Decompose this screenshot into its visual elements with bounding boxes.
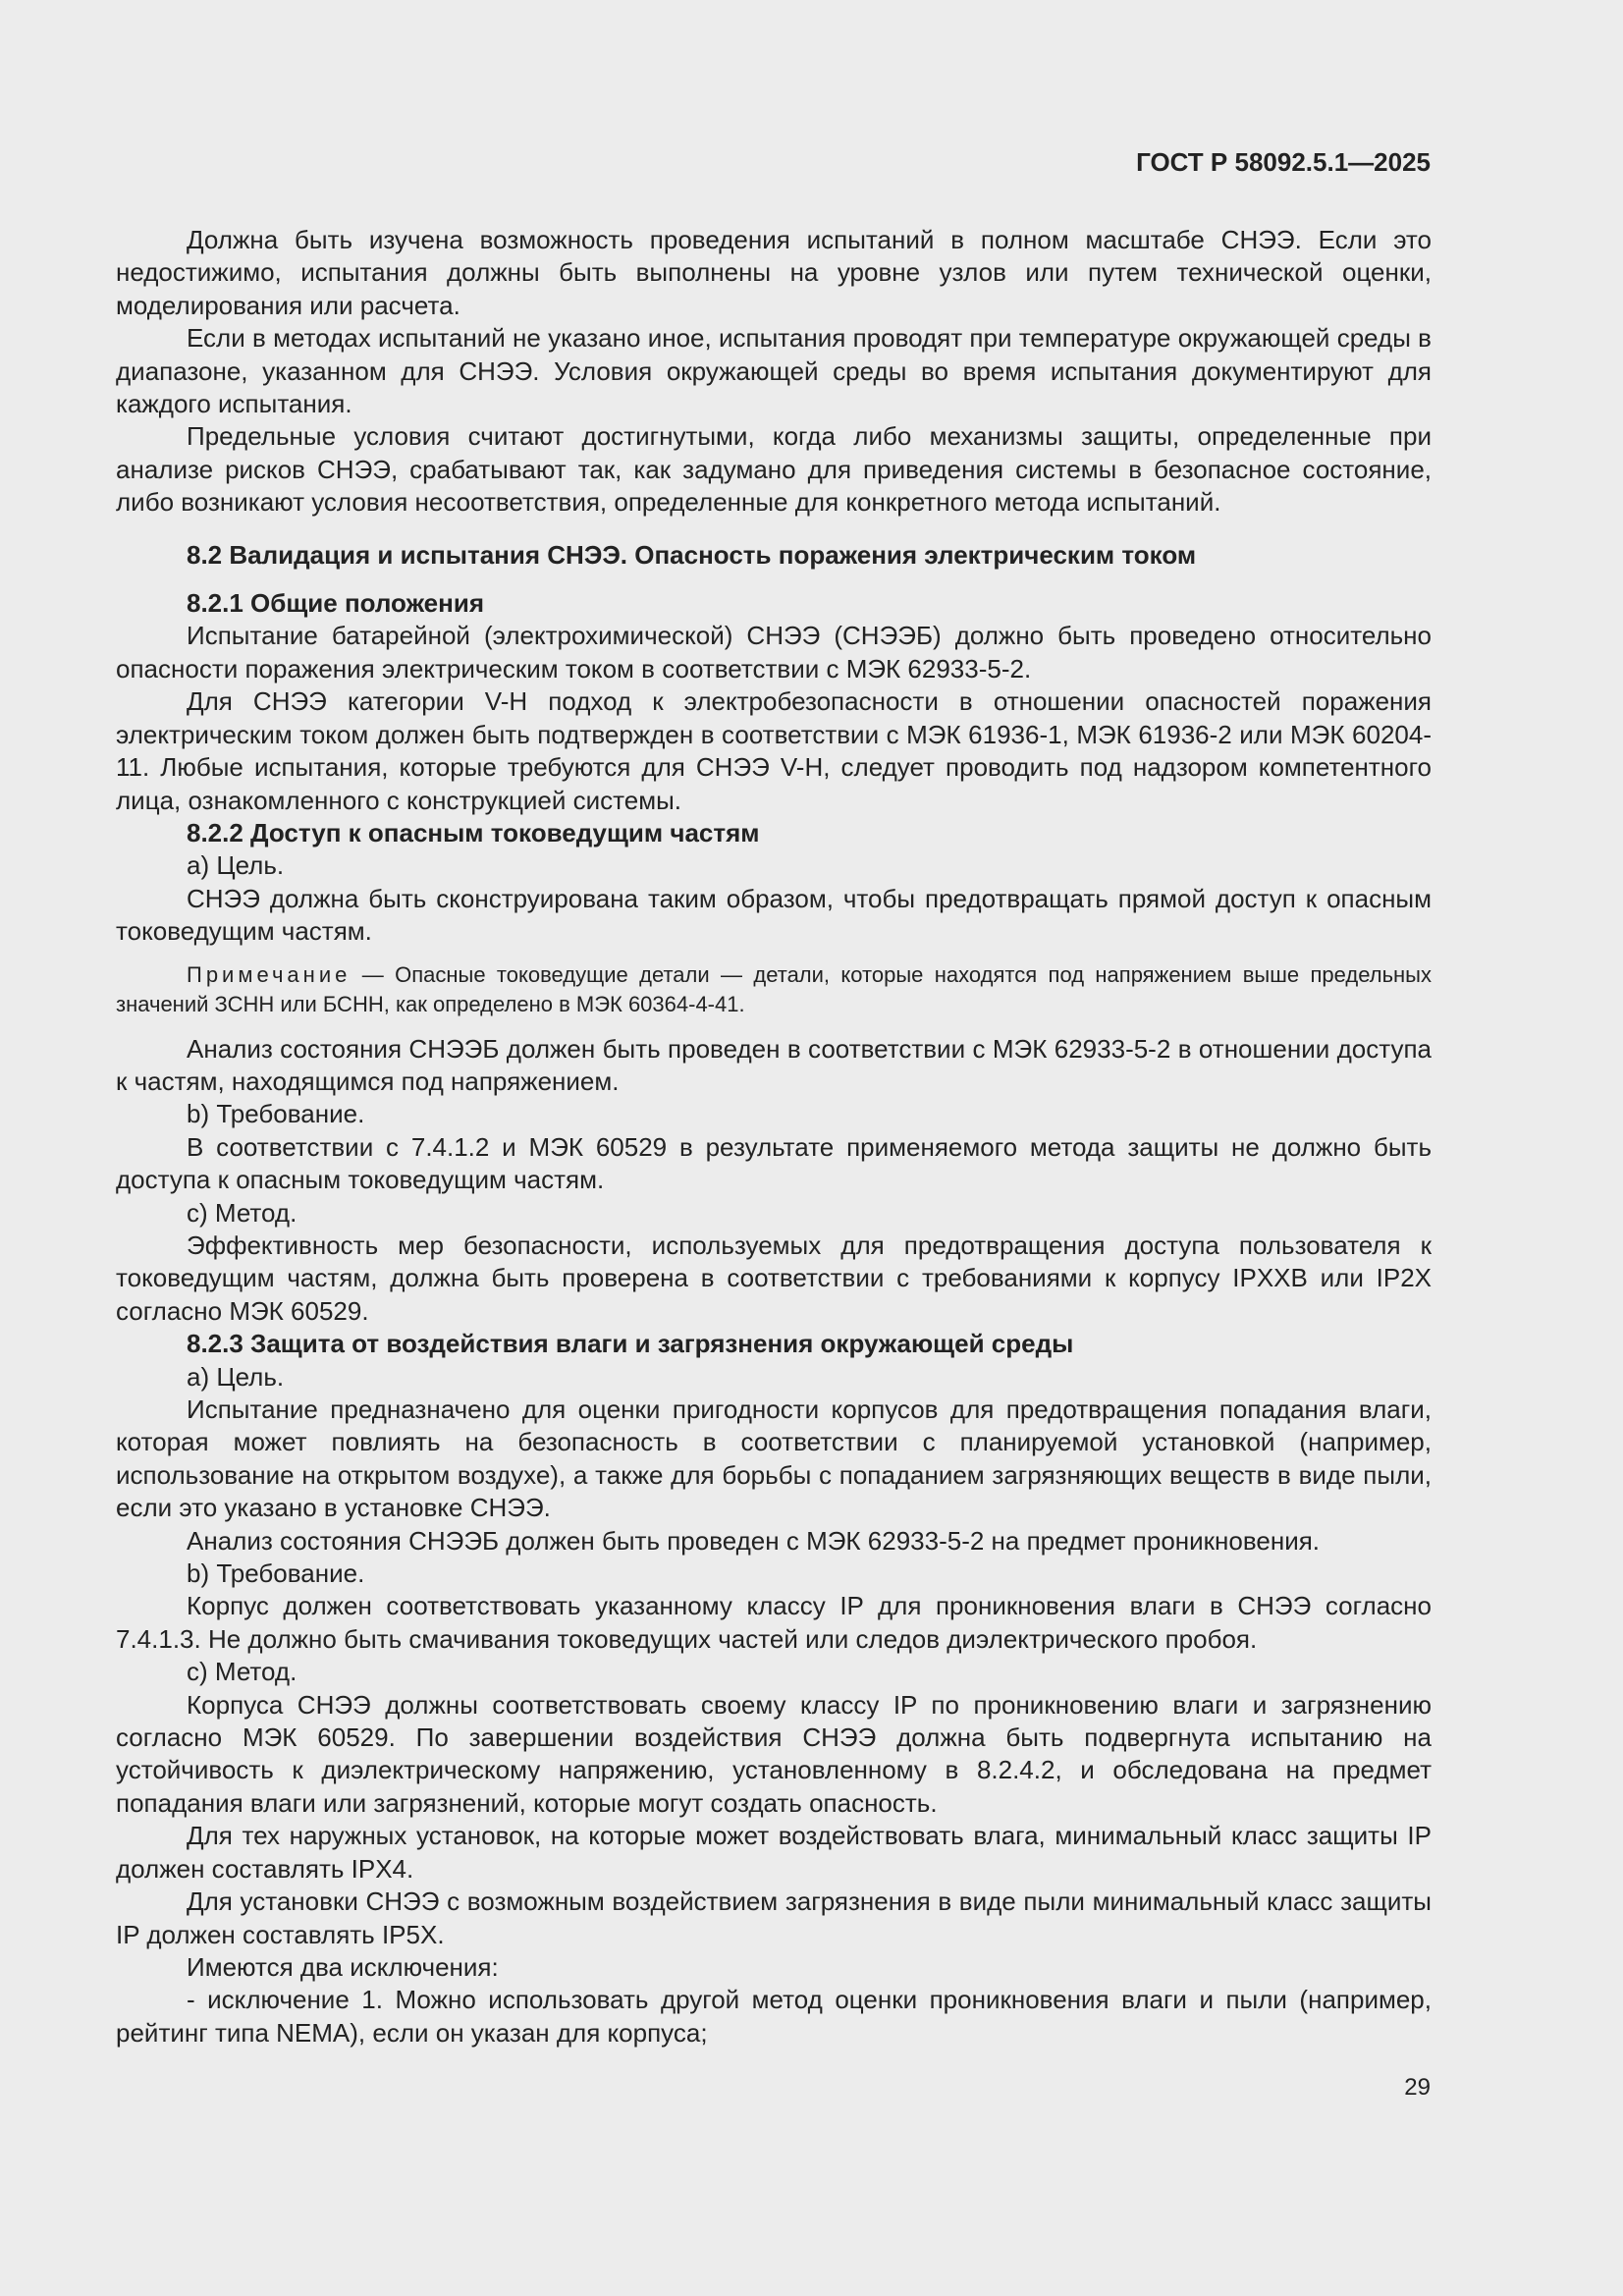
paragraph: Испытание предназначено для оценки пригодности корпусов для предотвращения попадания влаги, которая может повлиять на безопасность в соответствии с планируемой установкой (например, использование на открытом воздухе), а также для борьбы с попаданием загрязняющих веществ в виде пыли, если это указано в установке СНЭЭ. [116,1394,1432,1523]
list-item: a) Цель. [187,1361,285,1392]
list-item: a) Цель. [187,850,285,881]
paragraph: Для СНЭЭ категории V-H подход к электробезопасности в отношении опасностей поражения электрическим током должен быть подтвержден в соответствии с МЭК 61936-1, МЭК 61936-2 или МЭК 60204-11. Любые испытания, которые требуются для СНЭЭ V-H, следует проводить под надзором компетентного лица, ознакомленного с конструкцией системы. [116,686,1432,815]
paragraph: Испытание батарейной (электрохимической) СНЭЭ (СНЭЭБ) должно быть проведено относительно опасности поражения электрическим током в соответствии с МЭК 62933-5-2. [116,621,1432,683]
paragraph: Предельные условия считают достигнутыми, когда либо механизмы защиты, определенные при анализе рисков СНЭЭ, срабатывают так, как задумано для приведения системы в безопасное состояние, либо возникают условия несоответствия, определенные для конкретного метода испытаний. [116,421,1432,518]
paragraph: Корпуса СНЭЭ должны соответствовать своему классу IP по проникновению влаги и загрязнению согласно МЭК 60529. По завершении воздействия СНЭЭ должна быть подвергнута испытанию на устойчивость к диэлектрическому напряжению, установленному в 8.2.4.2, и обследована на предмет попадания влаги или загрязнений, которые могут создать опасность. [116,1689,1432,1818]
page-number: 29 [1404,2074,1431,2101]
list-item: b) Требование. [187,1558,365,1589]
subsection-heading: 8.2.3 Защита от воздействия влаги и загрязнения окружающей среды [187,1329,1074,1359]
paragraph: Должна быть изучена возможность проведения испытаний в полном масштабе СНЭЭ. Если это недостижимо, испытания должны быть выполнены на уровне узлов или путем технической оценки, моделирования или расчета. [116,225,1432,320]
note-text: — Опасные токоведущие детали — детали, которые находятся под напряжением выше предельных значений ЗСНН или БСНН, как определено в МЭК 60364-4-41. [116,961,1432,1016]
paragraph: Имеются два исключения: [187,1951,499,1982]
paragraph: Анализ состояния СНЭЭБ должен быть проведен в соответствии с МЭК 62933-5-2 в отношении доступа к частям, находящимся под напряжением. [116,1033,1432,1096]
subsection-heading: 8.2.1 Общие положения [187,588,484,619]
section-heading: 8.2 Валидация и испытания СНЭЭ. Опасность поражения электрическим током [187,539,1197,570]
body-text [116,224,1432,2050]
subsection-heading: 8.2.2 Доступ к опасным токоведущим частям [187,817,760,847]
paragraph: Для тех наружных установок, на которые может воздействовать влага, минимальный класс защиты IP должен составлять IPX4. [116,1821,1432,1884]
paragraph: Для установки СНЭЭ с возможным воздействием загрязнения в виде пыли минимальный класс защиты IP должен составлять IP5X. [116,1886,1432,1949]
paragraph: Анализ состояния СНЭЭБ должен быть проведен с МЭК 62933-5-2 на предмет проникновения. [187,1525,1321,1556]
list-item: c) Метод. [187,1197,298,1228]
list-item: b) Требование. [187,1099,365,1129]
note-label: Примечание [187,961,352,987]
list-item: - исключение 1. Можно использовать другой метод оценки проникновения влаги и пыли (например, рейтинг типа NEMA), если он указан для корпуса; [116,1985,1432,2048]
paragraph: СНЭЭ должна быть сконструирована таким образом, чтобы предотвращать прямой доступ к опасным токоведущим частям. [116,883,1432,947]
note [116,960,1432,1019]
paragraph: Если в методах испытаний не указано иное, испытания проводят при температуре окружающей среды в диапазоне, указанном для СНЭЭ. Условия окружающей среды во время испытания документируют для каждого испытания. [116,323,1432,419]
paragraph: Эффективность мер безопасности, используемых для предотвращения доступа пользователя к токоведущим частям, должна быть проверена в соответствии с требованиями к корпусу IPXXB или IP2X согласно МЭК 60529. [116,1230,1432,1326]
list-item: c) Метод. [187,1657,298,1687]
document-id: ГОСТ Р 58092.5.1—2025 [1136,147,1431,177]
paragraph: В соответствии с 7.4.1.2 и МЭК 60529 в результате применяемого метода защиты не должно быть доступа к опасным токоведущим частям. [116,1131,1432,1195]
paragraph: Корпус должен соответствовать указанному классу IP для проникновения влаги в СНЭЭ согласно 7.4.1.3. Не должно быть смачивания токоведущих частей или следов диэлектрического пробоя. [116,1591,1432,1654]
